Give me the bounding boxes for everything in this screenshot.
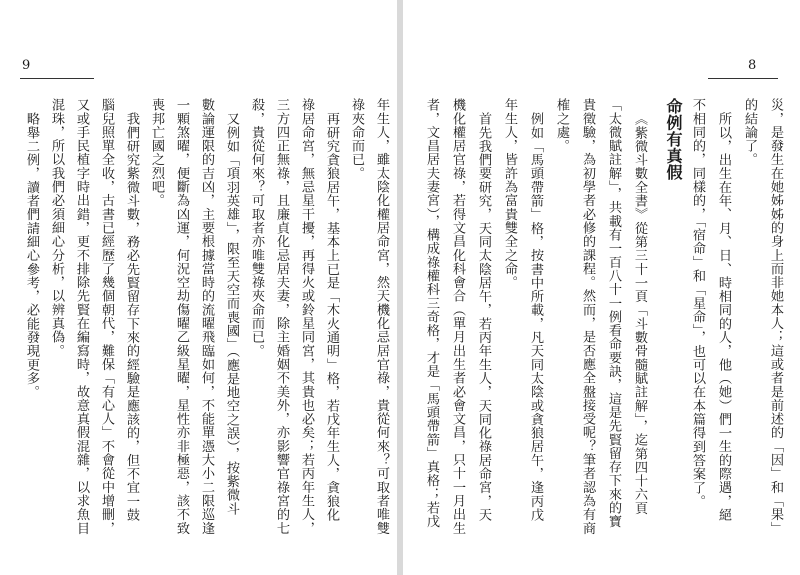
text-column: 數論運限的吉凶，主要根據當時的流曜飛臨如何，不能單憑大小二限巡逢 — [199, 98, 214, 535]
text-column: 者，文昌居夫妻宮），構成祿權科三奇格，才是「馬頭帶箭」真格；若戊 — [424, 98, 439, 529]
text-column: 喪邦亡國之烈吧。 — [149, 98, 164, 208]
right-page — [403, 0, 800, 575]
right-text-body — [409, 98, 784, 558]
text-column: 首先我們要研究，天同太陰居午，若丙年生人，天同化祿居命宮，天 — [476, 112, 491, 522]
text-column: 一顆煞曜，便斷為凶運，何況空劫傷曜乙級星曜，星性亦非極惡，該不致 — [174, 98, 189, 535]
right-page-number: 8 — [748, 58, 757, 73]
right-header-rule — [708, 78, 778, 79]
section-heading: 命例有真假 — [664, 98, 683, 181]
left-text-body — [20, 98, 390, 558]
text-column: 例如「馬頭帶箭」格，按書中所載，凡天同太陰或貪狼居午，逢丙戊 — [528, 112, 543, 522]
text-column: 混珠，所以我們必須細心分析，以辨真偽。 — [49, 98, 64, 358]
text-column: 又例如「項羽英雄」，限至天空而喪國」（應是地空之誤），按紫微斗 — [224, 112, 239, 516]
text-column: 「太微賦註解」，共載有一百八十一例看命要訣，這是先賢留存下來的寶 — [606, 98, 621, 529]
text-column: 《紫微斗數全書》從第三十一頁「斗數骨髓賦註解」，迄第四十六頁 — [632, 112, 647, 515]
text-column: 不相同的，同樣的，「宿命」和「星命」，也可以在本篇得到答案了。 — [690, 98, 705, 508]
text-column: 年生人，皆許為富貴雙全之命。 — [502, 98, 517, 290]
text-column: 略舉二例，讀者們請細心參考，必能發現更多。 — [24, 112, 39, 399]
text-column: 腦兒照單全收，古書已經歷了幾個朝代，難保「有心人」不會從中增刪， — [99, 98, 114, 535]
text-column: 再研究貪狼居午，基本上已是「木火通明」格，若戊年生人，貪狼化 — [324, 112, 339, 522]
text-column: 機化權居官祿，若得文昌化科會合（單月出生者必會文昌，只十一月出生 — [450, 98, 465, 535]
left-page-number: 9 — [22, 58, 31, 73]
text-column: 殺，貴從何來？可取者亦唯雙祿夾命而已。 — [249, 98, 264, 358]
text-column: 災，是發生在她姊姊的身上而非她本人；這或者是前述的「因」和「果」 — [768, 98, 783, 535]
text-column: 所以，出生在年、月、日、時相同的人，他（她）們一生的際遇，絕 — [716, 112, 731, 522]
text-column: 又或手民植字時出錯，更不排除先賢在編寫時，故意真假混雜，以求魚目 — [74, 98, 89, 535]
text-column: 祿居命宮，無忌星干擾，再得火或鈴星同宮，其貴也必矣；若丙年生人， — [299, 98, 314, 535]
text-column: 祿夾命而已。 — [349, 98, 364, 180]
left-header-rule — [20, 78, 94, 79]
text-column: 三方四正無祿，且廉貞化忌居夫妻，除主婚姻不美外，亦影響官祿宮的七 — [274, 98, 289, 535]
text-column: 貴徵驗，為初學者必修的課程。然而，是否應全盤接受呢？筆者認為有商 — [580, 98, 595, 535]
text-column: 年生人，雖太陰化權居命宮，然天機化忌居官祿，貴從何來？可取者唯雙 — [374, 98, 389, 535]
text-column: 我們研究紫微斗數，務必先賢留存下來的經驗是應該的，但不宜一鼓 — [124, 112, 139, 522]
text-column: 的結論了。 — [742, 98, 757, 167]
left-page — [0, 0, 397, 575]
text-column: 榷之處。 — [554, 98, 569, 153]
